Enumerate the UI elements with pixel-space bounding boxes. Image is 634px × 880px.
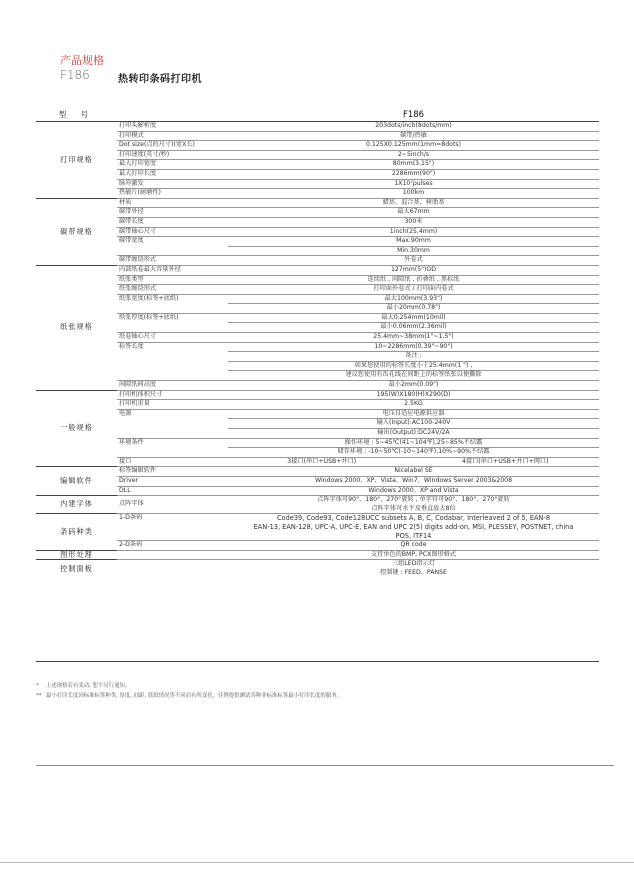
spec-label: 接口 bbox=[117, 457, 228, 467]
spec-label: 打印机重量 bbox=[117, 400, 228, 410]
model-number: F186 bbox=[60, 68, 90, 82]
spec-label: 碳带外径 bbox=[117, 208, 228, 218]
spec-label: 标签编辑软件 bbox=[117, 467, 228, 477]
table-row bbox=[36, 275, 599, 285]
spec-value: 1X10⁷pulses bbox=[228, 179, 599, 189]
product-name: 热转印条码打印机 bbox=[118, 74, 202, 85]
spec-value: 如果您使用的标签长度小于25.4mm(1 ") , bbox=[228, 361, 599, 371]
category-print: 打印规格 bbox=[36, 122, 117, 199]
spec-value: 25.4mm~38mm(1"~1.5") bbox=[228, 333, 599, 343]
spec-label: 电源 bbox=[119, 410, 132, 418]
spec-label: 1-D条码 bbox=[117, 514, 228, 541]
table-row bbox=[36, 400, 599, 410]
table-row bbox=[36, 198, 599, 208]
panel-line-1: 三组LED指示灯 bbox=[391, 560, 436, 568]
spec-value: 打印面外卷式 / 打印面内卷式 bbox=[228, 285, 599, 295]
table-row bbox=[36, 227, 599, 237]
spec-label: 热敏片(耐磨性) bbox=[117, 189, 228, 199]
header-model: F186 bbox=[228, 109, 599, 122]
fonts-line-2: 点阵字体可水平及垂直放大8倍 bbox=[371, 504, 456, 512]
spec-label: 打印头解析度 bbox=[117, 122, 228, 132]
spec-value: 外卷式 bbox=[228, 256, 599, 266]
spec-value bbox=[228, 560, 599, 578]
spec-table bbox=[36, 109, 599, 578]
spec-value: 碳带/热敏 bbox=[228, 131, 599, 141]
spec-label: 碳带宽度 bbox=[119, 237, 144, 245]
spec-label: 2-D条码 bbox=[117, 541, 228, 551]
spec-label: 纸张厚度(标签+底纸) bbox=[119, 314, 179, 322]
spec-value: 80mm(3.15") bbox=[228, 160, 599, 170]
category-ribbon: 碳带规格 bbox=[36, 198, 117, 265]
table-row bbox=[36, 246, 599, 256]
table-row bbox=[36, 381, 599, 391]
category-fonts: 内建字体 bbox=[36, 496, 117, 514]
table-row bbox=[36, 438, 599, 448]
footnote-2-mark: ** bbox=[36, 693, 42, 699]
spec-value bbox=[228, 514, 599, 541]
spec-label: 纸张类型 bbox=[117, 275, 228, 285]
spec-value: 2~5inch/s bbox=[228, 150, 599, 160]
table-row bbox=[36, 409, 599, 419]
table-row bbox=[36, 342, 599, 352]
spec-label bbox=[117, 361, 228, 371]
barcode-line3: POS, ITF14 bbox=[395, 531, 432, 540]
table-row bbox=[36, 476, 599, 486]
table-row bbox=[36, 265, 599, 275]
spec-label: 脉冲激发 bbox=[117, 179, 228, 189]
category-graphics: 图形处理 bbox=[36, 550, 117, 560]
spec-label bbox=[117, 448, 228, 458]
spec-label bbox=[117, 550, 228, 560]
spec-value: 2286mm(90") bbox=[228, 169, 599, 179]
spec-body bbox=[36, 122, 599, 578]
spec-value: QR code bbox=[228, 541, 599, 551]
spec-value: 最大67mm bbox=[228, 208, 599, 218]
spec-value: 输出(Output):DC24V/2A bbox=[228, 429, 599, 439]
interface-values bbox=[228, 457, 599, 467]
table-row bbox=[36, 217, 599, 227]
header-label: 型 号 bbox=[36, 109, 117, 122]
spec-value: 建议您使用有齿孔线在间距上的标签纸张以便撕除 bbox=[228, 371, 599, 381]
spec-label: 环境条件 bbox=[119, 438, 144, 446]
spec-label: 点阵字体 bbox=[117, 496, 228, 514]
table-row bbox=[36, 256, 599, 266]
table-row bbox=[36, 150, 599, 160]
table-row bbox=[36, 352, 599, 362]
table-row bbox=[36, 419, 599, 429]
spec-label bbox=[117, 352, 228, 362]
table-row bbox=[36, 131, 599, 141]
table-row bbox=[36, 237, 599, 247]
table-row bbox=[36, 294, 599, 304]
category-paper: 纸张规格 bbox=[36, 265, 117, 390]
table-row bbox=[36, 313, 599, 323]
spec-value: 2.5KG bbox=[228, 400, 599, 410]
table-row bbox=[36, 361, 599, 371]
interface-right: 4接口(串口+USB+并口+网口) bbox=[461, 457, 549, 465]
spec-label: 间隙纸间高度 bbox=[117, 381, 228, 391]
table-row bbox=[36, 448, 599, 458]
spec-label: 碳带轴心尺寸 bbox=[117, 227, 228, 237]
table-header-row bbox=[36, 109, 599, 122]
spec-label: 碳带长度 bbox=[117, 217, 228, 227]
spec-value: Windows 2000、XP and Vista bbox=[228, 486, 599, 496]
category-software: 编辑软件 bbox=[36, 467, 117, 496]
spec-label: 材质 bbox=[117, 198, 228, 208]
spec-label: 纸张宽度(标签+底纸) bbox=[119, 294, 179, 302]
spec-value: 最小0.06mm(2.36mil) bbox=[228, 323, 599, 333]
spec-label: 纸张缠绕形式 bbox=[117, 285, 228, 295]
table-row bbox=[36, 208, 599, 218]
category-general: 一般规格 bbox=[36, 390, 117, 467]
spec-label: Dot size(点的尺寸)(宽X长) bbox=[117, 141, 228, 151]
table-row bbox=[36, 169, 599, 179]
spec-label: 打印机体积尺寸 bbox=[117, 390, 228, 400]
spec-value: Max.90mm bbox=[228, 237, 599, 247]
spec-value: 最大0.254mm(10mil) bbox=[228, 313, 599, 323]
spec-value: 最大100mm(3.93") bbox=[228, 294, 599, 304]
table-row bbox=[36, 141, 599, 151]
spec-value: 最小2mm(0.09") bbox=[228, 381, 599, 391]
table-row bbox=[36, 514, 599, 541]
interface-left: 3接口(串口+USB+并口) bbox=[287, 457, 357, 465]
footnote-1-text: 上述规格若有变动, 恕不另行通知。 bbox=[46, 683, 131, 689]
panel-line-2: 控制键 : FEED、PANSE bbox=[380, 568, 447, 576]
spec-value: 0.125X0.125mm(1mm=8dots) bbox=[228, 141, 599, 151]
table-row bbox=[36, 429, 599, 439]
table-row bbox=[36, 323, 599, 333]
spec-value: 连续纸 , 间隙纸 , 折叠纸 , 黑标纸 bbox=[228, 275, 599, 285]
fonts-line-1: 点阵字体可90°、180°、270°旋转 , 单字符可90°、180°、270°旋转 bbox=[317, 496, 510, 504]
spec-value: 输入(Input):AC100-240V bbox=[228, 419, 599, 429]
spec-value: 储存环境 : -10~50℃(-10~140℉),10%~90%不结露 bbox=[228, 448, 599, 458]
table-row bbox=[36, 371, 599, 381]
footnote-2-text: 最小打印长度因标准标签种类, 厚度, 间距, 底纸情况等不同而有所变化。佳博提供测试各种非标准标签最小打印长度的服务。 bbox=[46, 693, 342, 699]
spec-value: Nicelabel SE bbox=[228, 467, 599, 477]
spec-label: 纸卷轴心尺寸 bbox=[117, 333, 228, 343]
spec-value: Windows 2000、XP、Vista、Win7、Windows Server 2003&2008 bbox=[228, 476, 599, 486]
footnote-1 bbox=[36, 681, 130, 689]
table-row bbox=[36, 189, 599, 199]
spec-label: 标签长度 bbox=[119, 342, 144, 350]
interface-row bbox=[36, 457, 599, 467]
spec-label: Driver bbox=[117, 476, 228, 486]
spec-label bbox=[117, 429, 228, 439]
table-row bbox=[36, 560, 599, 578]
table-bottom-rule bbox=[36, 661, 599, 662]
spec-label: 最大打印宽度 bbox=[117, 160, 228, 170]
table-row bbox=[36, 496, 599, 514]
table-row bbox=[36, 160, 599, 170]
spec-label bbox=[117, 304, 228, 314]
spec-value: 127mm(5")OD bbox=[228, 265, 599, 275]
barcode-line2: EAN-13, EAN-128, UPC-A, UPC-E, EAN and UPC 2(5) digits add-on, MSI, PLESSEY, POSTNET, china bbox=[253, 522, 574, 531]
table-row bbox=[36, 550, 599, 560]
interface-split bbox=[230, 458, 597, 467]
spec-value: 备注 : bbox=[228, 352, 599, 362]
spec-label bbox=[117, 246, 228, 256]
red-divider bbox=[36, 765, 614, 766]
spec-label bbox=[117, 419, 228, 429]
table-row bbox=[36, 179, 599, 189]
spec-value: 操作环境 : 5~45℃(41~104℉),25~85%不结露 bbox=[228, 438, 599, 448]
table-row bbox=[36, 304, 599, 314]
spec-value: 支持单色的BMP, PCX图形格式 bbox=[228, 550, 599, 560]
spec-value: 最小20mm(0.78") bbox=[228, 304, 599, 314]
spec-value: 300米 bbox=[228, 217, 599, 227]
table-row bbox=[36, 390, 599, 400]
spec-value: 203dots/inch(8dots/mm) bbox=[228, 122, 599, 132]
barcode-line1: Code39, Code93, Code128UCC subsets A, B, C, Codabar, Interleaved 2 of 5, EAN-8 bbox=[276, 514, 551, 523]
spec-value: 蜡基、混合基、树脂基 bbox=[228, 198, 599, 208]
spec-label: 最大打印长度 bbox=[117, 169, 228, 179]
table-row bbox=[36, 541, 599, 551]
spec-value: 1inch(25.4mm) bbox=[228, 227, 599, 237]
category-barcode: 条码种类 bbox=[36, 514, 117, 550]
spec-label: 打印模式 bbox=[117, 131, 228, 141]
table-row bbox=[36, 486, 599, 496]
spec-label: 打印速度(英寸/秒) bbox=[117, 150, 228, 160]
spec-value: 10~2286mm(0.39"~90") bbox=[228, 342, 599, 352]
table-row bbox=[36, 467, 599, 477]
table-row bbox=[36, 333, 599, 343]
spec-label bbox=[117, 560, 228, 578]
page-bottom-rule bbox=[0, 862, 634, 863]
spec-value: 电压自适应电源供应器 bbox=[228, 409, 599, 419]
spec-value: Min.30mm bbox=[228, 246, 599, 256]
spec-label: 碳带缠绕形式 bbox=[117, 256, 228, 266]
category-panel: 控制面板 bbox=[60, 563, 93, 573]
section-title: 产品规格 bbox=[60, 54, 104, 67]
footnote-1-mark: * bbox=[36, 683, 39, 689]
table-row bbox=[36, 122, 599, 132]
footnote-2 bbox=[36, 691, 342, 699]
spec-value: 100km bbox=[228, 189, 599, 199]
spec-label bbox=[117, 323, 228, 333]
spec-label bbox=[117, 371, 228, 381]
spec-label: 内部纸卷最大容量外径 bbox=[117, 265, 228, 275]
spec-label: DLL bbox=[117, 486, 228, 496]
table-row bbox=[36, 285, 599, 295]
spec-value bbox=[228, 496, 599, 514]
spec-value: 195(W)X180(H)X290(D) bbox=[228, 390, 599, 400]
